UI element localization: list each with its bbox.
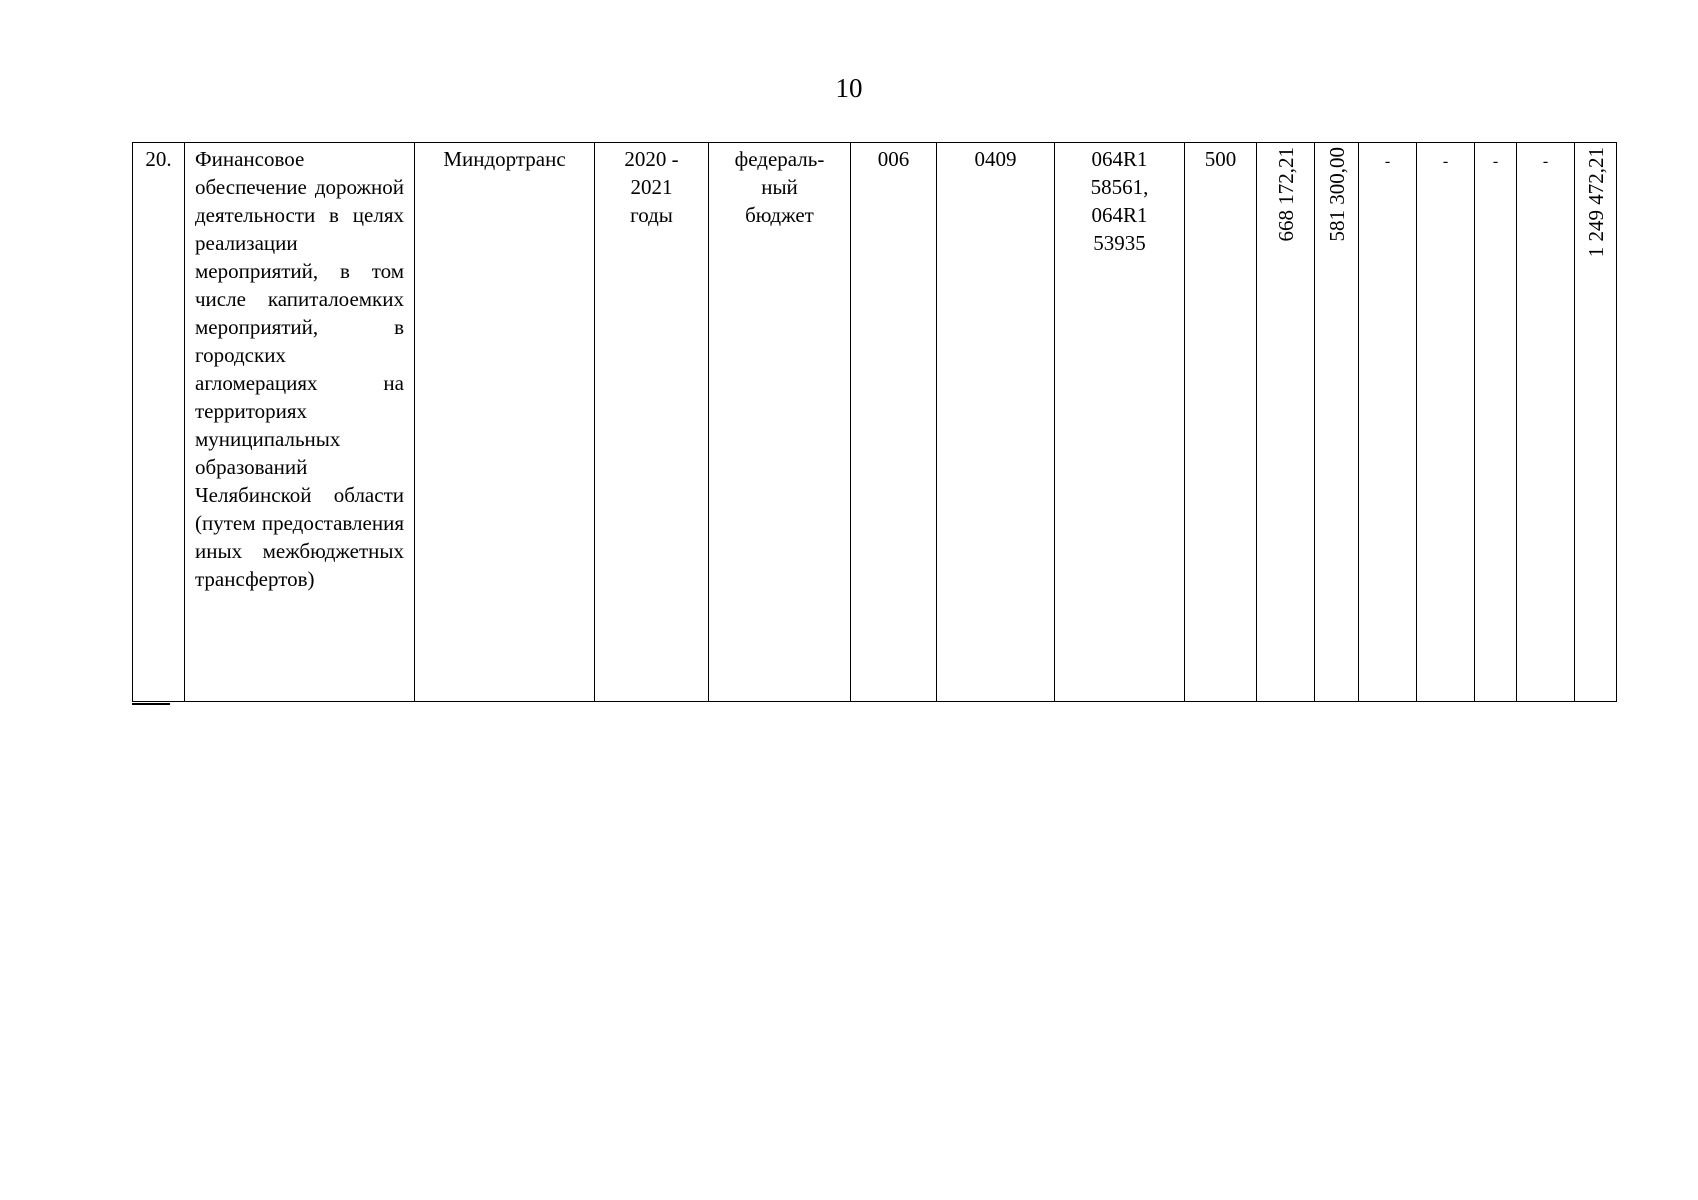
amount-2020: 668 172,21	[1273, 147, 1298, 242]
executor: Миндортранс	[443, 147, 566, 171]
total-amount: 1 249 472,21	[1583, 147, 1608, 258]
expense-type: 500	[1204, 147, 1237, 171]
target-article: 064R1 58561, 064R1 53935	[1090, 147, 1149, 255]
expense-type-cell	[1185, 143, 1257, 702]
amount-6: -	[1542, 153, 1549, 170]
budget-table	[132, 142, 1617, 702]
amount-3: -	[1384, 153, 1391, 170]
implementation-period: 2020 - 2021 годы	[624, 147, 679, 227]
table-row	[133, 143, 1617, 702]
amount-2021-cell	[1315, 143, 1359, 702]
description-cell	[185, 143, 415, 702]
measure-description: Финансовое обеспечение дорожной деятельности в целях реализации мероприятий, в том числе капиталоемких мероприятий, в городских агломерациях на территориях муниципальных образований Челябинской области (путем предоставления иных межбюджетных трансфертов)	[195, 147, 404, 591]
executor-cell	[415, 143, 595, 702]
funding-source-cell	[709, 143, 851, 702]
funding-source: федераль- ный бюджет	[734, 147, 825, 227]
row-number-cell	[133, 143, 185, 702]
ministry-code-cell	[851, 143, 937, 702]
amount-4-cell	[1417, 143, 1475, 702]
section-code-cell	[937, 143, 1055, 702]
ministry-code: 006	[877, 147, 910, 171]
total-cell	[1575, 143, 1617, 702]
section-code: 0409	[974, 147, 1017, 171]
row-number: 20.	[145, 147, 172, 171]
page-number: 10	[835, 73, 863, 103]
amount-4: -	[1442, 153, 1449, 170]
amount-5: -	[1492, 153, 1499, 170]
amount-2020-cell	[1257, 143, 1315, 702]
target-article-cell	[1055, 143, 1185, 702]
amount-5-cell	[1475, 143, 1517, 702]
amount-6-cell	[1517, 143, 1575, 702]
amount-3-cell	[1359, 143, 1417, 702]
table-bottom-rule	[132, 703, 170, 705]
amount-2021: 581 300,00	[1324, 147, 1349, 242]
period-cell	[595, 143, 709, 702]
